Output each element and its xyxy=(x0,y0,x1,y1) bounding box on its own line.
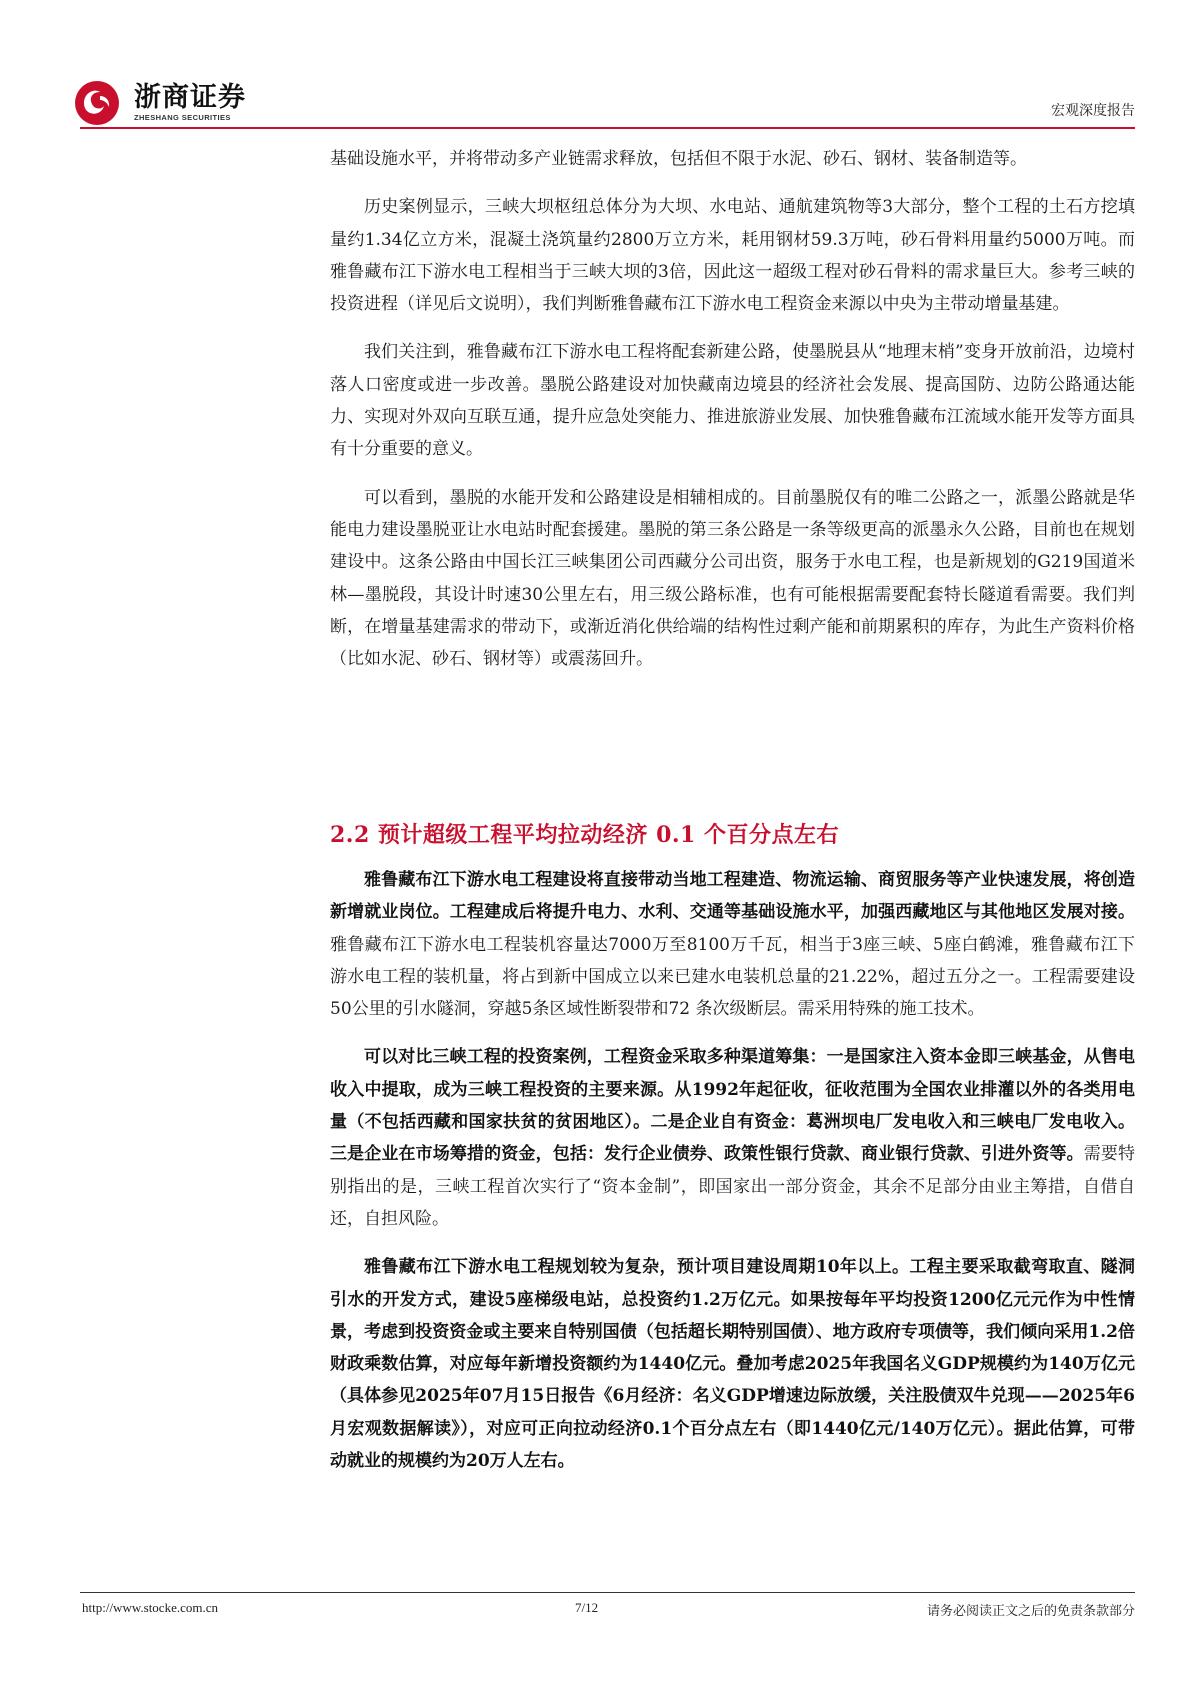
footer-divider xyxy=(80,1592,1135,1593)
paragraph-6-normal: 需要特别指出的是，三峡工程首次实行了“资本金制”，即国家出一部分资金，其余不足部分由业主筹措，自借自还，自担风险。 xyxy=(330,1144,1136,1229)
paragraph-5 xyxy=(330,864,1135,1025)
zheshang-logo-icon xyxy=(70,78,126,128)
section-body xyxy=(330,864,1135,1477)
paragraph-3: 我们关注到，雅鲁藏布江下游水电工程将配套新建公路，使墨脱县从“地理末梢”变身开放前沿，边境村落人口密度或进一步改善。墨脱公路建设对加快藏南边境县的经济社会发展、提高国防、边防公路通达能力、实现对外双向互联互通，提升应急处突能力、推进旅游业发展、加快雅鲁藏布江流域水能开发等方面具有十分重要的意义。 xyxy=(330,342,1135,460)
paragraph-4: 可以看到，墨脱的水能开发和公路建设是相辅相成的。目前墨脱仅有的唯二公路之一，派墨公路就是华能电力建设墨脱亚让水电站时配套援建。墨脱的第三条公路是一条等级更高的派墨永久公路，目前也在规划建设中。这条公路由中国长江三峡集团公司西藏分公司出资，服务于水电工程，也是新规划的G219国道米林—墨脱段，其设计时速30公里左右，用三级公路标准，也有可能根据需要配套特长隧道看需要。我们判断，在增量基建需求的带动下，或渐近消化供给端的结构性过剩产能和前期累积的库存，为此生产资料价格（比如水泥、砂石、钢材等）或震荡回升。 xyxy=(330,487,1135,670)
brand-logo xyxy=(70,78,246,128)
paragraph-5-bold: 雅鲁藏布江下游水电工程建设将直接带动当地工程建造、物流运输、商贸服务等产业快速发展，将创造新增就业岗位。工程建成后将提升电力、水利、交通等基础设施水平，加强西藏地区与其他地区发展对接。 xyxy=(330,870,1135,923)
body-text xyxy=(330,143,1135,675)
report-type-label: 宏观深度报告 xyxy=(1051,103,1135,119)
brand-name-cn: 浙商证券 xyxy=(134,82,246,113)
paragraph-2: 历史案例显示，三峡大坝枢纽总体分为大坝、水电站、通航建筑物等3大部分，整个工程的土石方挖填量约1.34亿立方米，混凝土浇筑量约2800万立方米，耗用钢材59.3万吨，砂石骨料用量约5000万吨。而雅鲁藏布江下游水电工程相当于三峡大坝的3倍，因此这一超级工程对砂石骨料的需求量巨大。参考三峡的投资进程（详见后文说明），我们判断雅鲁藏布江下游水电工程资金来源以中央为主带动增量基建。 xyxy=(330,197,1135,315)
paragraph-6-bold: 可以对比三峡工程的投资案例，工程资金采取多种渠道筹集：一是国家注入资本金即三峡基金，从售电收入中提取，成为三峡工程投资的主要来源。从1992年起征收，征收范围为全国农业排灌以外的各类用电量（不包括西藏和国家扶贫的贫困地区）。二是企业自有资金：葛洲坝电厂发电收入和三峡电厂发电收入。三是企业在市场筹措的资金，包括：发行企业债券、政策性银行贷款、商业银行贷款、引进外资等。 xyxy=(330,1047,1135,1165)
footer-disclaimer: 请务必阅读正文之后的免责条款部分 xyxy=(926,1604,1135,1619)
page-number: 7/12 xyxy=(575,1600,599,1615)
paragraph-6 xyxy=(330,1041,1135,1235)
paragraph-5-normal: 雅鲁藏布江下游水电工程装机容量达7000万至8100万千瓦，相当于3座三峡、5座白鹤滩，雅鲁藏布江下游水电工程的装机量，将占到新中国成立以来已建水电装机总量的21.22%，超过五分之一。工程需要建设50公里的引水隧洞，穿越5条区域性断裂带和72 条次级断层。需采用特殊的施工技术。 xyxy=(330,934,1135,1020)
paragraph-1: 基础设施水平，并将带动多产业链需求释放，包括但不限于水泥、砂石、钢材、装备制造等。 xyxy=(330,149,1027,169)
paragraph-7-bold: 雅鲁藏布江下游水电工程规划较为复杂，预计项目建设周期10年以上。工程主要采取截弯取直、隧洞引水的开发方式，建设5座梯级电站，总投资约1.2万亿元。如果按每年平均投资1200亿元元作为中性情景，考虑到投资资金或主要来自特别国债（包括超长期特别国债）、地方政府专项债等，我们倾向采用1.2倍财政乘数估算，对应每年新增投资额约为1440亿元。叠加考虑2025年我国名义GDP规模约为140万亿元（具体参见2025年07月15日报告《6月经济：名义GDP增速边际放缓，关注股债双牛兑现——2025年6月宏观数据解读》），对应可正向拉动经济0.1个百分点左右（即1440亿元/140万亿元）。据此估算，可带动就业的规模约为20万人左右。 xyxy=(330,1257,1135,1472)
page-header xyxy=(70,66,1135,128)
footer-url-link[interactable]: http://www.stocke.com.cn xyxy=(82,1600,218,1615)
header-divider xyxy=(80,127,1135,129)
paragraph-7 xyxy=(330,1251,1135,1477)
brand-name-en: ZHESHANG SECURITIES xyxy=(134,113,231,122)
section-heading: 2.2 预计超级工程平均拉动经济 0.1 个百分点左右 xyxy=(330,822,840,848)
